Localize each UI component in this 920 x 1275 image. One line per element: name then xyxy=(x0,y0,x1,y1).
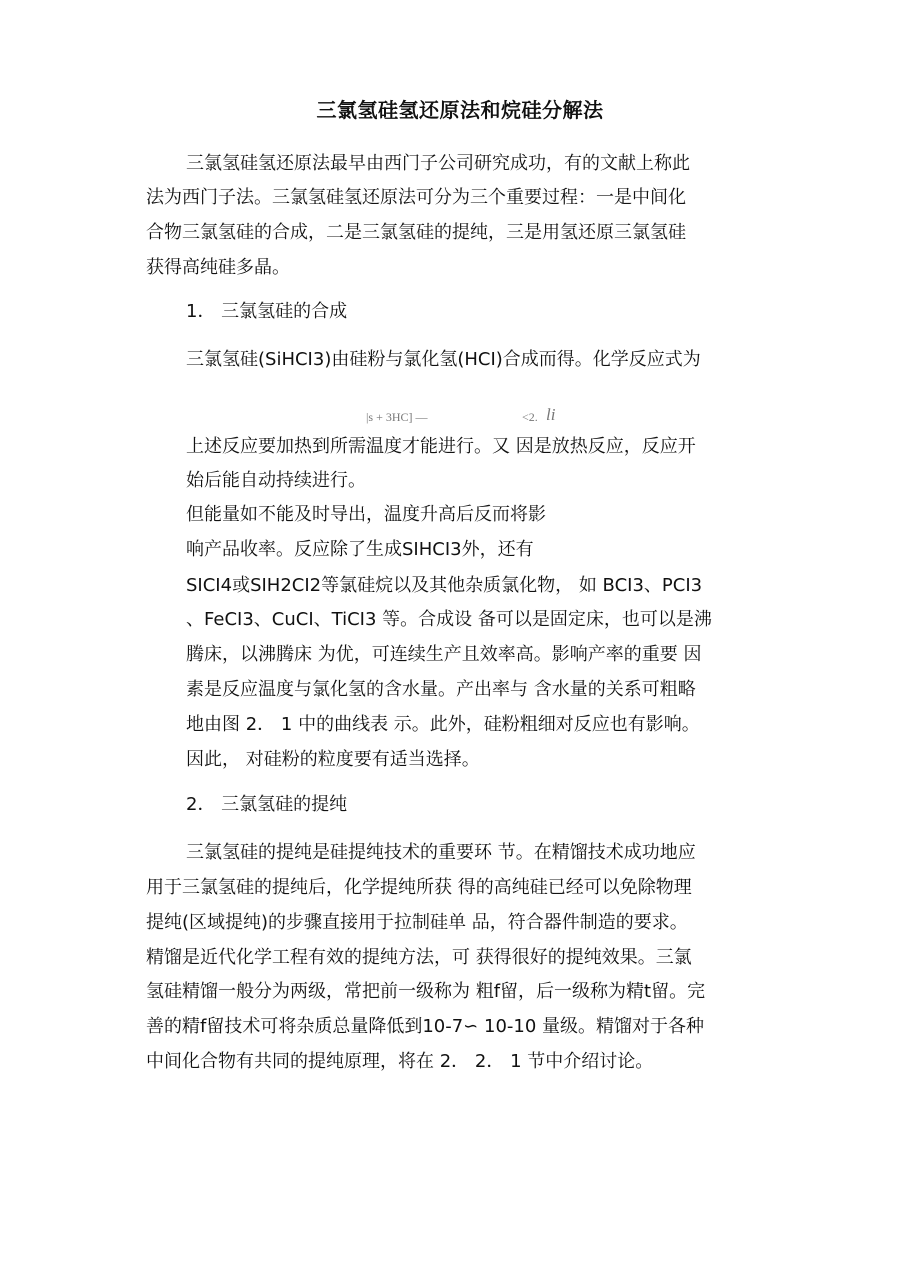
formula-right-italic: li xyxy=(546,405,556,424)
paragraph-line: 三氯氢硅氢还原法最早由西门子公司研究成功，有的文献上称此 xyxy=(186,153,690,174)
paragraph-line: 提纯(区域提纯)的步骤直接用于拉制硅单 品，符合器件制造的要求。 xyxy=(146,912,688,933)
paragraph-line: 响产品收率。反应除了生成SIHCI3外，还有 xyxy=(186,539,534,560)
paragraph-line: 、FeCI3、CuCI、TiCI3 等。合成设 备可以是固定床，也可以是沸 xyxy=(186,609,712,630)
paragraph-line: 素是反应温度与氯化氢的含水量。产出率与 含水量的关系可粗略 xyxy=(186,679,696,700)
paragraph-line: 法为西门子法。三氯氢硅氢还原法可分为三个重要过程：一是中间化 xyxy=(146,187,686,208)
paragraph-line: 善的精f留技术可将杂质总量降低到10-7∽ 10-10 量级。精馏对于各种 xyxy=(146,1016,705,1037)
paragraph-line: 三氯氢硅(SiHCI3)由硅粉与氯化氢(HCI)合成而得。化学反应式为 xyxy=(186,349,701,370)
formula-left: |s + 3HC] — xyxy=(366,410,428,424)
paragraph-line: 地由图 2． 1 中的曲线表 示。此外，硅粉粗细对反应也有影响。 xyxy=(186,714,700,735)
paragraph-line: 精馏是近代化学工程有效的提纯方法，可 获得很好的提纯效果。三氯 xyxy=(146,947,692,968)
paragraph-line: 氢硅精馏一般分为两级，常把前一级称为 粗f留，后一级称为精t留。完 xyxy=(146,981,706,1002)
paragraph-line: 始后能自动持续进行。 xyxy=(186,470,366,491)
paragraph-line: 获得高纯硅多晶。 xyxy=(146,257,290,278)
formula-right: <2. xyxy=(522,410,538,424)
section-heading: 2． 三氯氢硅的提纯 xyxy=(186,794,348,815)
paragraph-line: 中间化合物有共同的提纯原理，将在 2． 2． 1 节中介绍讨论。 xyxy=(146,1051,654,1072)
paragraph-line: 上述反应要加热到所需温度才能进行。又 因是放热反应，反应开 xyxy=(186,436,696,457)
document-title: 三氯氢硅氢还原法和烷硅分解法 xyxy=(316,98,604,122)
paragraph-line: 用于三氯氢硅的提纯后，化学提纯所获 得的高纯硅已经可以免除物理 xyxy=(146,877,692,898)
paragraph-line: 因此， 对硅粉的粒度要有适当选择。 xyxy=(186,749,480,770)
paragraph-line: 但能量如不能及时导出，温度升高后反而将影 xyxy=(186,504,546,525)
paragraph-line: 三氯氢硅的提纯是硅提纯技术的重要环 节。在精馏技术成功地应 xyxy=(186,842,696,863)
paragraph-line: 腾床，以沸腾床 为优，可连续生产且效率高。影响产率的重要 因 xyxy=(186,644,702,665)
paragraph-line: SICI4或SIH2CI2等氯硅烷以及其他杂质氯化物， 如 BCI3、PCI3 xyxy=(186,575,703,596)
paragraph-line: 合物三氯氢硅的合成，二是三氯氢硅的提纯，三是用氢还原三氯氢硅 xyxy=(146,222,686,243)
section-heading: 1． 三氯氢硅的合成 xyxy=(186,301,348,322)
